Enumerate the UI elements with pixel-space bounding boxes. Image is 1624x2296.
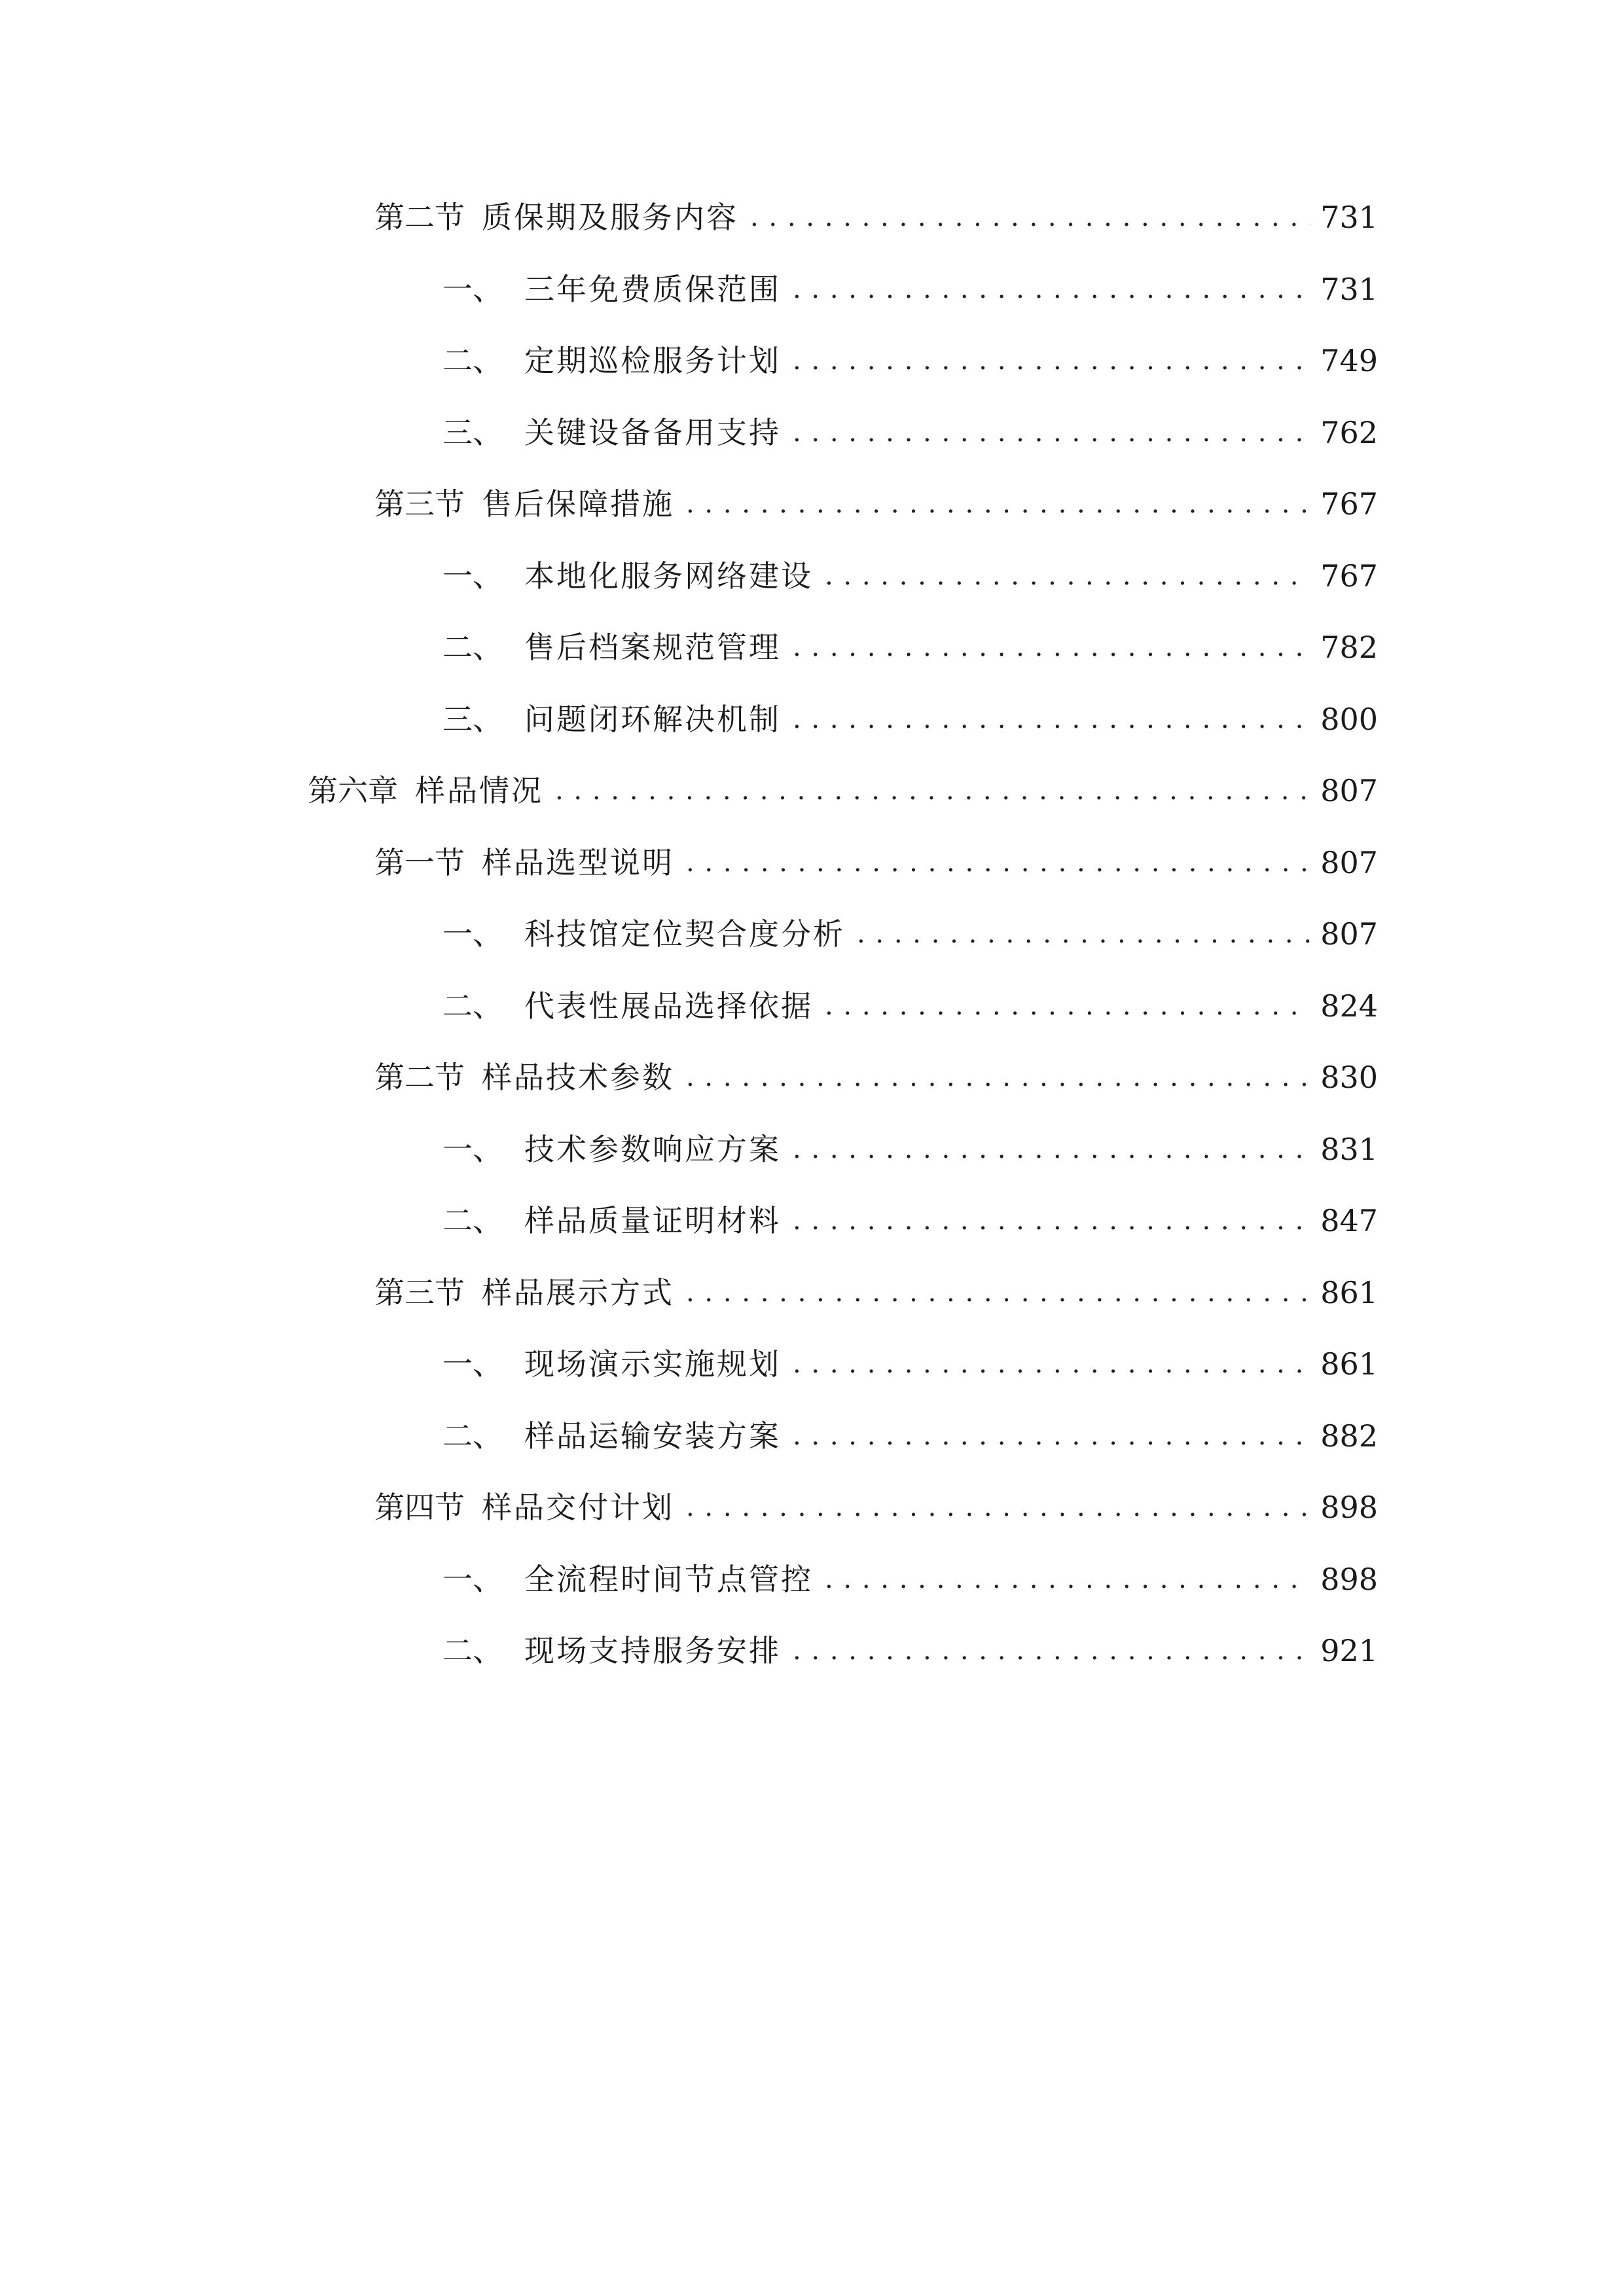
toc-entry[interactable] [442,1198,1378,1244]
toc-dot-leader [686,481,1311,527]
toc-entry-title: 科技馆定位契合度分析 [524,916,845,952]
toc-entry-number: 第二节 [374,1060,465,1095]
toc-entry-page: 861 [1320,1346,1378,1382]
toc-dot-leader [825,553,1311,599]
toc-entry-page: 800 [1320,701,1378,737]
toc-entry-number: 一、 [442,916,503,952]
toc-dot-leader [555,768,1311,814]
toc-entry[interactable] [442,1556,1378,1602]
toc-entry-number: 二、 [442,1418,503,1454]
toc-entry-title: 本地化服务网络建设 [524,558,813,594]
toc-entry-page: 762 [1320,414,1378,450]
toc-entry-title: 样品运输安装方案 [524,1418,781,1454]
toc-entry[interactable] [442,1341,1378,1387]
toc-entry-title: 样品交付计划 [482,1490,674,1525]
toc-dot-leader [857,911,1311,957]
toc-entry-number: 一、 [442,558,503,594]
toc-entry-page: 898 [1320,1490,1378,1525]
toc-entry[interactable] [374,1484,1378,1530]
toc-entry[interactable] [374,194,1378,240]
toc-entry-number: 一、 [442,1346,503,1382]
toc-entry-page: 847 [1320,1203,1378,1238]
toc-entry-page: 767 [1320,486,1378,522]
toc-dot-leader [686,1484,1311,1530]
toc-entry-page: 831 [1320,1131,1378,1167]
toc-entry-page: 882 [1320,1418,1378,1454]
toc-dot-leader [825,983,1311,1029]
toc-entry[interactable] [442,410,1378,456]
toc-entry-title: 样品选型说明 [482,844,674,880]
toc-dot-leader [793,266,1311,312]
toc-entry-number: 二、 [442,988,503,1024]
toc-dot-leader [750,194,1311,240]
toc-entry[interactable] [442,1126,1378,1172]
toc-entry-title: 样品情况 [415,773,543,808]
toc-dot-leader [686,1270,1311,1316]
toc-entry[interactable] [374,1270,1378,1316]
toc-entry-page: 749 [1320,343,1378,378]
toc-entry[interactable] [442,1413,1378,1459]
toc-entry-number: 第二节 [374,200,465,235]
toc-entry-page: 731 [1320,271,1378,307]
toc-entry[interactable] [442,338,1378,384]
toc-entry-number: 第三节 [374,1274,465,1310]
toc-dot-leader [793,1413,1311,1459]
toc-entry[interactable] [442,983,1378,1029]
toc-entry[interactable] [442,266,1378,312]
toc-entry-number: 第一节 [374,844,465,880]
toc-dot-leader [793,338,1311,384]
toc-dot-leader [793,624,1311,670]
toc-entry-number: 二、 [442,1633,503,1668]
toc-entry[interactable] [442,1628,1378,1674]
toc-entry-title: 代表性展品选择依据 [524,988,813,1024]
toc-entry-page: 898 [1320,1561,1378,1597]
toc-dot-leader [825,1556,1311,1602]
toc-entry-number: 三、 [442,414,503,450]
toc-entry-title: 现场演示实施规划 [524,1346,781,1382]
toc-dot-leader [793,410,1311,456]
toc-entry[interactable] [374,481,1378,527]
toc-entry-title: 技术参数响应方案 [524,1131,781,1167]
toc-entry-number: 三、 [442,701,503,737]
toc-entry[interactable] [308,768,1378,814]
toc-entry-page: 731 [1320,200,1378,235]
toc-entry[interactable] [374,1054,1378,1100]
toc-entry-title: 关键设备备用支持 [524,414,781,450]
toc-entry[interactable] [442,624,1378,670]
toc-entry-number: 二、 [442,1203,503,1238]
toc-entry-title: 全流程时间节点管控 [524,1561,813,1597]
toc-entry-number: 一、 [442,1131,503,1167]
toc-entry-title: 售后保障措施 [482,486,674,522]
toc-entry-page: 807 [1320,773,1378,808]
toc-entry-number: 第三节 [374,486,465,522]
toc-entry-title: 样品技术参数 [482,1060,674,1095]
toc-entry-number: 第六章 [308,773,398,808]
toc-dot-leader [686,1054,1311,1100]
toc-entry-page: 921 [1320,1633,1378,1668]
toc-dot-leader [793,1341,1311,1387]
toc-entry-page: 807 [1320,916,1378,952]
toc-entry-number: 二、 [442,343,503,378]
toc-entry-number: 二、 [442,630,503,665]
toc-dot-leader [686,840,1311,886]
toc-entry-title: 现场支持服务安排 [524,1633,781,1668]
toc-entry[interactable] [374,840,1378,886]
toc-dot-leader [793,696,1311,742]
toc-dot-leader [793,1198,1311,1244]
toc-entry-title: 质保期及服务内容 [482,200,738,235]
toc-dot-leader [793,1628,1311,1674]
toc-entry-page: 807 [1320,844,1378,880]
toc-entry-page: 830 [1320,1060,1378,1095]
toc-entry-page: 824 [1320,988,1378,1024]
toc-entry-title: 三年免费质保范围 [524,271,781,307]
toc-entry-page: 861 [1320,1274,1378,1310]
toc-entry[interactable] [442,553,1378,599]
toc-entry-title: 样品展示方式 [482,1274,674,1310]
toc-entry-number: 一、 [442,1561,503,1597]
toc-dot-leader [793,1126,1311,1172]
toc-entry-title: 定期巡检服务计划 [524,343,781,378]
toc-entry-title: 样品质量证明材料 [524,1203,781,1238]
toc-entry-number: 一、 [442,271,503,307]
toc-entry[interactable] [442,911,1378,957]
toc-entry-number: 第四节 [374,1490,465,1525]
toc-entry-page: 782 [1320,630,1378,665]
toc-entry[interactable] [442,696,1378,742]
toc-entry-page: 767 [1320,558,1378,594]
toc-entry-title: 问题闭环解决机制 [524,701,781,737]
toc-entry-title: 售后档案规范管理 [524,630,781,665]
